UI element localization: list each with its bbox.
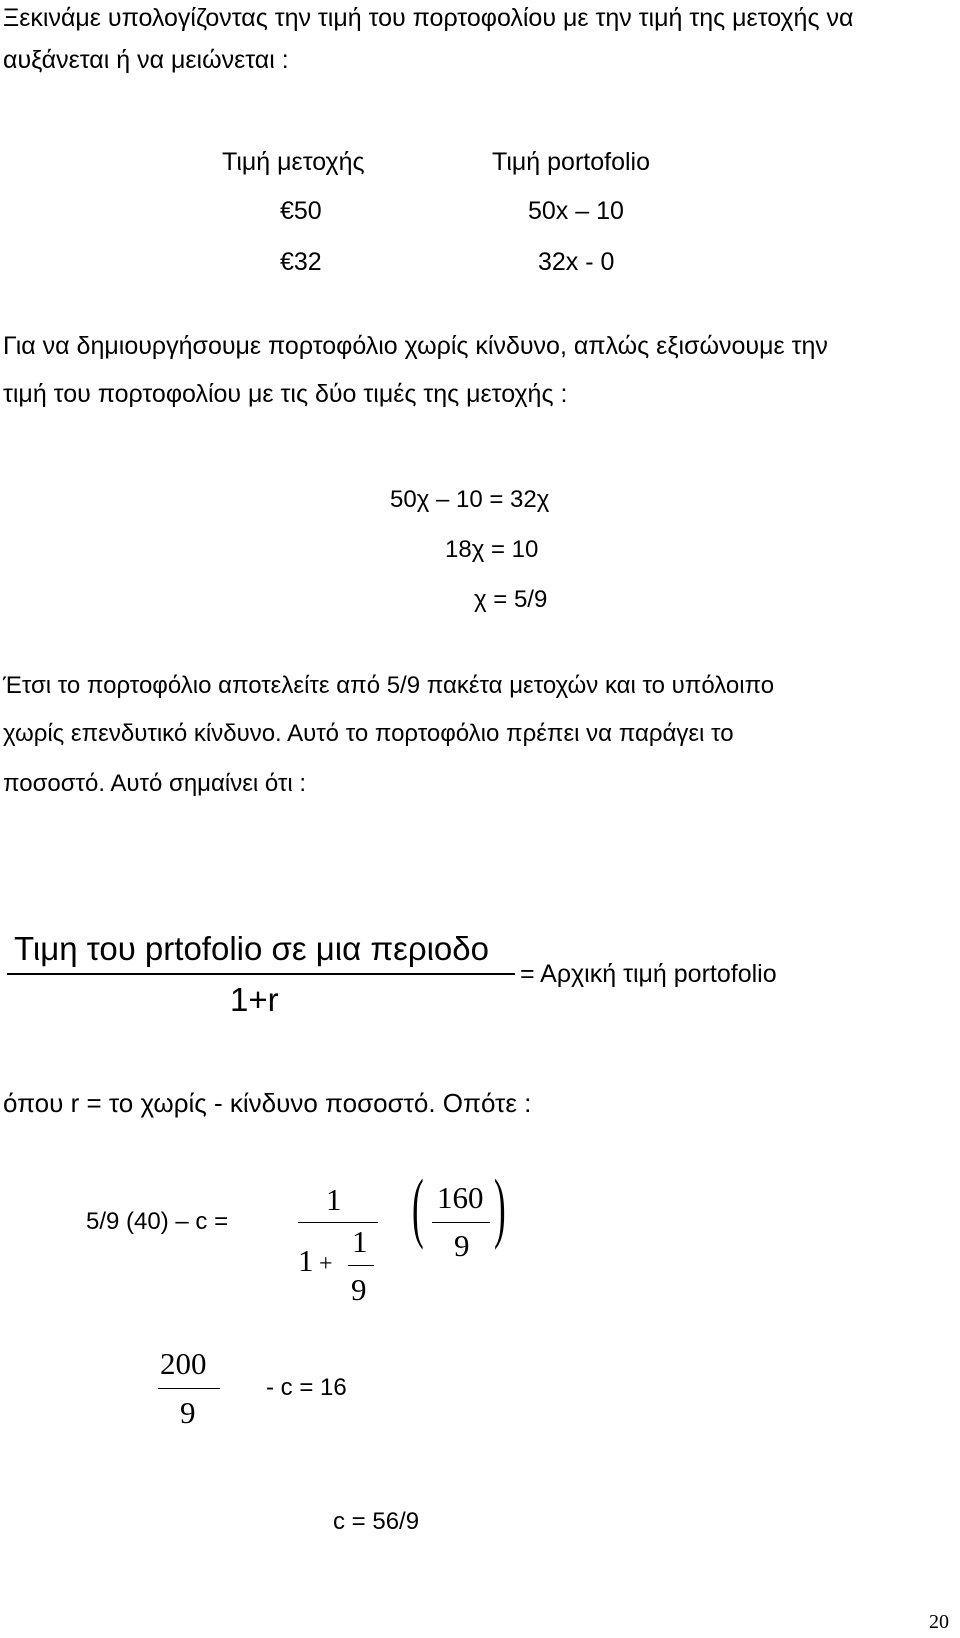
para2-line-1: Για να δημιουργήσουμε πορτοφόλιο χωρίς κίνδυνο, απλώς εξισώνουμε την [3,332,828,360]
page-number: 20 [929,1611,949,1633]
calc2-fraction-bar [158,1388,220,1389]
para3-line-2: χωρίς επενδυτικό κίνδυνο. Αυτό το πορτοφόλιο πρέπει να παράγει το [3,720,734,747]
calc1-left-paren: ( [412,1163,424,1250]
intro-line-1: Ξεκινάμε υπολογίζοντας την τιμή του πορτοφολίου με την τιμή της μετοχής να [3,4,854,32]
header-portfolio-price: Τιμή portofolio [492,148,650,176]
equation-1: 50χ – 10 = 32χ [390,486,550,513]
intro-line-2: αυξάνεται ή να μειώνεται : [3,46,289,74]
calc1-paren-fraction-bar [432,1222,490,1223]
calc1-paren-denominator: 9 [454,1228,470,1263]
calc2-numerator: 200 [160,1346,207,1381]
result: c = 56/9 [333,1508,420,1535]
calc1-plus-sign: + [319,1251,333,1277]
calc1-right-paren: ) [494,1163,506,1250]
formula-rhs: = Αρχική τιμή portofolio [520,960,777,988]
para3-line-1: Έτσι το πορτοφόλιο αποτελείτε από 5/9 πακέτα μετοχών και το υπόλοιπο [3,672,775,699]
calc1-inner-one: 1 [298,1243,314,1278]
calc2-rest: - c = 16 [266,1374,347,1401]
para2-line-2: τιμή του πορτοφολίου με τις δύο τιμές της μετοχής : [3,380,568,408]
calc1-inner-denominator: 9 [351,1272,367,1307]
header-stock-price: Τιμή μετοχής [222,148,365,176]
calc1-inner-fraction-bar [348,1265,374,1266]
row-2-stock: €32 [280,248,322,276]
para4: όπου r = το χωρίς - κίνδυνο ποσοστό. Οπότε : [3,1088,532,1118]
row-2-portfolio: 32x - 0 [538,248,615,276]
row-1-stock: €50 [280,197,322,225]
calc1-outer-fraction-bar [298,1222,378,1223]
formula-denominator: 1+r [230,981,279,1018]
equation-3: χ = 5/9 [474,586,548,613]
calc2-denominator: 9 [180,1395,196,1430]
para3-line-3: ποσοστό. Αυτό σημαίνει ότι : [3,770,307,797]
calc1-inner-numerator: 1 [352,1224,368,1259]
calc1-paren-numerator: 160 [437,1180,484,1215]
calc1-outer-numerator: 1 [326,1182,342,1217]
formula-numerator: Τιμη του prtofolio σε μια περιοδο [14,930,490,967]
row-1-portfolio: 50x – 10 [528,197,624,225]
calc1-lhs: 5/9 (40) – c = [86,1208,229,1235]
formula-fraction-bar [7,973,515,975]
equation-2: 18χ = 10 [445,536,539,563]
